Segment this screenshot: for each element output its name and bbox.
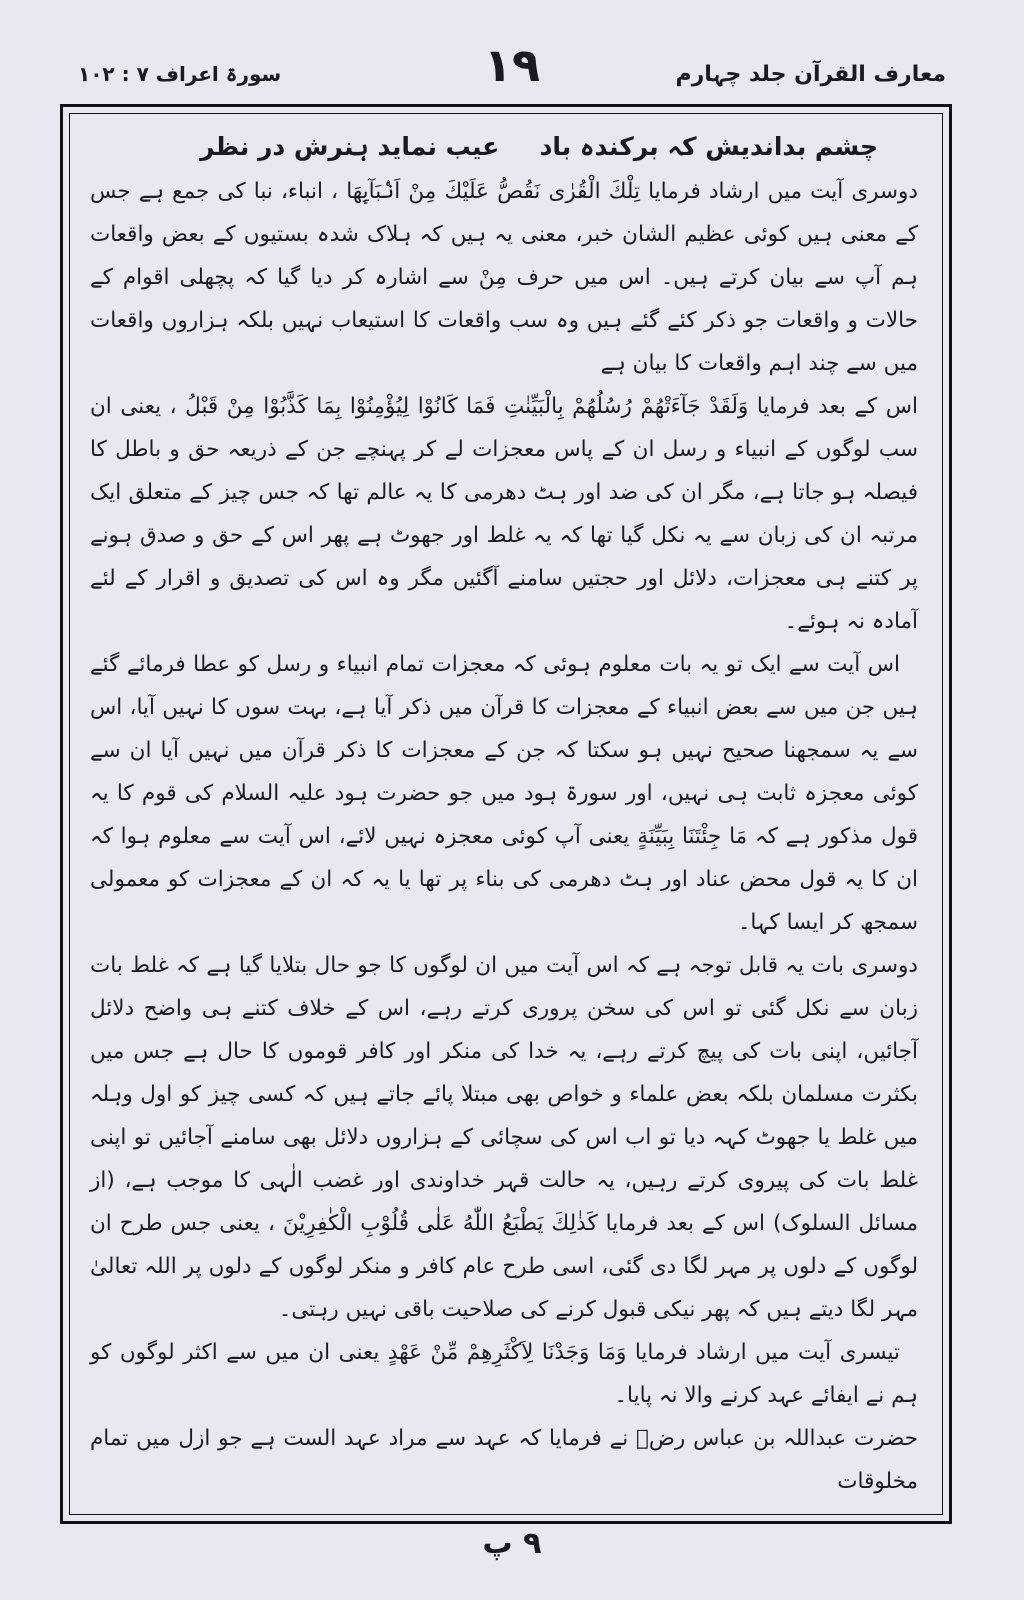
page-header — [0, 0, 1024, 110]
verse-first-half: چشم بداندیش کہ برکندہ باد — [539, 132, 878, 161]
paragraph-1: دوسری آیت میں ارشاد فرمایا تِلْكَ الْقُرٰى نَقُصُّ عَلَيْكَ مِنْ اَنْۢبَآىِٕهَا ، انباء، نبا کی جمع ہے جس کے معنی ہیں کوئی عظیم الشان خبر، معنی یہ ہیں کہ ہلاک شدہ بستیوں کے بعض واقعات ہم آپ سے بیان کرتے ہیں۔ اس میں حرف مِنْ سے اشارہ کر دیا گیا کہ پچھلی اقوام کے حالات و واقعات جو ذکر کئے گئے ہیں وہ سب واقعات کا استیعاب نہیں بلکہ ہزاروں واقعات میں سے چند اہم واقعات کا بیان ہے — [90, 179, 918, 376]
page-number: ۱۹ — [483, 38, 541, 92]
paragraph-3: اس آیت سے ایک تو یہ بات معلوم ہوئی کہ معجزات تمام انبیاء و رسل کو عطا فرمائے گئے ہیں جن میں سے بعض انبیاء کے معجزات کا قرآن میں ذکر آیا ہے، بہت سوں کا نہیں آیا، اس سے یہ سمجھنا صحیح نہیں ہو سکتا کہ جن کے معجزات کا ذکر قرآن میں نہیں آیا ان سے کوئی معجزہ ثابت ہی نہیں، اور سورۃ ہود میں جو حضرت ہود علیہ السلام کی قوم کا یہ قول مذکور ہے کہ مَا جِئْتَنَا بِبَيِّنَةٍ یعنی آپ کوئی معجزہ نہیں لائے، اس آیت سے معلوم ہوا کہ ان کا یہ قول محض عناد اور ہٹ دھرمی کی بناء پر تھا یا یہ کہ ان کے معجزات کو معمولی سمجھ کر ایسا کہا۔ — [90, 652, 918, 935]
book-title: معارف القرآن جلد چہارم — [675, 62, 946, 87]
page-body — [90, 124, 918, 1506]
paragraph-2: اس کے بعد فرمایا وَلَقَدْ جَآءَتْهُمْ رُسُلُهُمْ بِالْبَيِّنٰتِ فَمَا كَانُوْا لِيُؤْمِنُوْا بِمَا كَذَّبُوْا مِنْ قَبْلُ ، یعنی ان سب لوگوں کے انبیاء و رسل ان کے پاس معجزات لے کر پہنچے جن کے ذریعہ حق و باطل کا فیصلہ ہو جاتا ہے، مگر ان کی ضد اور ہٹ دھرمی کا یہ عالم تھا کہ جس چیز کے متعلق ایک مرتبہ ان کی زبان سے یہ نکل گیا تھا کہ یہ غلط اور جھوٹ ہے پھر اس کے حق و صدق ہونے پر کتنے ہی معجزات، دلائل اور حجتیں سامنے آگئیں مگر وہ اس کی تصدیق و اقرار کے لئے آمادہ نہ ہوئے۔ — [90, 394, 918, 634]
verse-second-half: عیب نماید ہنرش در نظر — [200, 132, 500, 161]
paragraph-6: حضرت عبداللہ بن عباس رضؓ نے فرمایا کہ عہد سے مراد عہد الست ہے جو ازل میں تمام مخلوقات — [90, 1426, 918, 1494]
surah-reference: سورۃ اعراف ۷ : ۱۰۲ — [78, 62, 282, 86]
page-frame-inner — [69, 113, 943, 1515]
paragraph-4: دوسری بات یہ قابل توجہ ہے کہ اس آیت میں ان لوگوں کا جو حال بتلایا گیا ہے کہ غلط بات زبان سے نکل گئی تو اس کی سخن پروری کرتے رہے، اس کے خلاف کتنے ہی واضح دلائل آجائیں، اپنی بات کی پیچ کرتے رہے، یہ خدا کی منکر اور کافر قوموں کا حال ہے جس میں بکثرت مسلمان بلکہ بعض علماء و خواص بھی مبتلا پائے جاتے ہیں کہ کسی چیز کو اول وہلہ میں غلط یا جھوٹ کہہ دیا تو اب اس کی سچائی کے ہزاروں دلائل بھی سامنے آجائیں تو اپنی غلط بات کی پیروی کرتے رہیں، یہ حالت قہر خداوندی اور غضب الٰہی کا موجب ہے، (از مسائل السلوک) اس کے بعد فرمایا كَذٰلِكَ يَطْبَعُ اللّٰهُ عَلٰى قُلُوْبِ الْكٰفِرِيْنَ ، یعنی جس طرح ان لوگوں کے دلوں پر مہر لگا دی گئی، اسی طرح عام کافر و منکر لوگوں کے دلوں پر اللہ تعالیٰ مہر لگا دیتے ہیں کہ پھر نیکی قبول کرنے کی صلاحیت باقی نہیں رہتی۔ — [90, 953, 918, 1322]
persian-verse — [90, 124, 918, 170]
page-signature: ۹ پ — [482, 1526, 542, 1561]
paragraph-5: تیسری آیت میں ارشاد فرمایا وَمَا وَجَدْنَا لِاَكْثَرِهِمْ مِّنْ عَهْدٍ یعنی ان میں سے اکثر لوگوں کو ہم نے ایفائے عہد کرنے والا نہ پایا۔ — [90, 1340, 918, 1408]
page-frame — [60, 104, 952, 1524]
